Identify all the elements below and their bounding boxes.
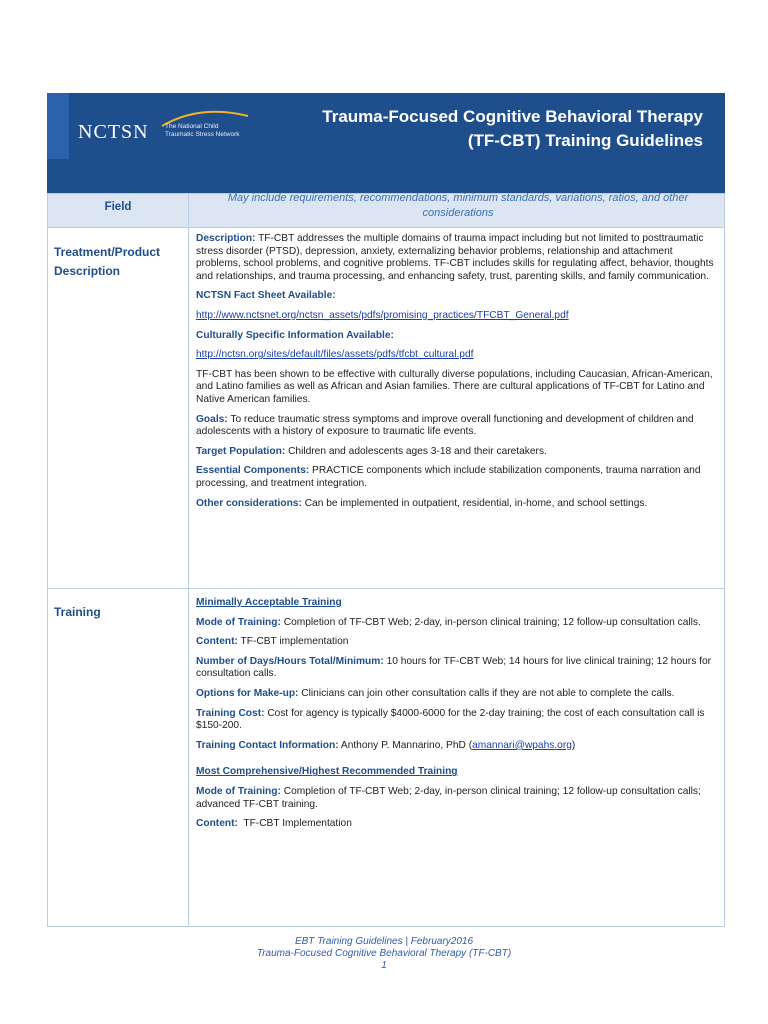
description-text: TF-CBT addresses the multiple domains of trauma impact including but not limited to posttraumatic stress disorder (PTSD), depression, anxiety, externalizing behavior problems, relationship and attachment problems, school problems, and cognitive problems. TF-CBT includes skills for regulating affect, behavior, thoughts and relationships, and trauma processing, and enhancing safety, trust, parenting skills, and family communication.: [196, 233, 714, 282]
comp-content-text: TF-CBT Implementation: [237, 818, 352, 830]
min-training-heading: [196, 597, 720, 610]
comp-training-heading: [196, 766, 720, 779]
title-line2: (TF-CBT) Training Guidelines: [467, 131, 703, 150]
other-paragraph: [196, 498, 720, 511]
essential-text: PRACTICE components which include stabilization components, trauma narration and processing, and treatment integration.: [196, 465, 701, 489]
contact-key: Training Contact Information:: [196, 739, 339, 751]
content-text: TF-CBT implementation: [237, 636, 349, 648]
contact-text: Anthony P. Mannarino, PhD (: [338, 739, 473, 751]
column-divider: [188, 194, 189, 926]
cost-text: Cost for agency is typically $4000-6000 for the 2-day training; the cost of each consultation call is $150-200.: [196, 707, 705, 732]
min-training-heading-text: Minimally Acceptable Training: [196, 597, 342, 608]
training-cell: [196, 597, 720, 838]
makeup-text: Clinicians can join other consultation calls if they are not able to complete the calls.: [298, 687, 675, 699]
goals-text: To reduce traumatic stress symptoms and improve overall functioning and development of children and adolescents with a history of exposure to traumatic life events.: [196, 413, 694, 438]
cost-key: Training Cost:: [196, 707, 265, 719]
cultural-link[interactable]: http://nctsn.org/sites/default/files/assets/pdfs/tfcbt_cultural.pdf: [196, 349, 474, 361]
mode-key: Mode of Training:: [196, 616, 281, 628]
makeup-key: Options for Make-up:: [196, 687, 299, 699]
logo-subtitle: [165, 123, 265, 139]
footer-line1: EBT Training Guidelines | February2016: [294, 936, 474, 947]
field-column-header: Field: [104, 201, 132, 213]
page-footer: [0, 936, 768, 972]
row-divider: [48, 588, 724, 589]
description-column-header: May include requirements, recommendations, minimum standards, variations, ratios, and other considerations: [227, 192, 689, 219]
cost-paragraph: [196, 708, 720, 733]
page-number: 1: [381, 960, 387, 971]
cultural-key: Culturally Specific Information Available:: [196, 329, 394, 341]
content-paragraph: [196, 636, 720, 649]
row-label-training: Training: [54, 605, 101, 619]
guidelines-table: [47, 193, 725, 927]
header-accent-stripe: [47, 93, 69, 159]
essential-key: Essential Components:: [196, 465, 310, 477]
treatment-description-cell: [196, 233, 720, 517]
target-paragraph: [196, 446, 720, 459]
contact-close: ): [571, 739, 576, 751]
description-key: Description:: [196, 233, 256, 244]
logo-subtitle-line1: The National Child: [165, 123, 219, 130]
cultural-link-paragraph: [196, 349, 720, 362]
comp-mode-paragraph: [196, 786, 720, 811]
goals-paragraph: [196, 414, 720, 439]
contact-paragraph: [196, 740, 720, 753]
description-paragraph: [196, 233, 720, 283]
makeup-paragraph: [196, 688, 720, 701]
hours-text: 10 hours for TF-CBT Web; 14 hours for live clinical training; 12 hours for consultation calls.: [196, 655, 712, 680]
contact-email-link[interactable]: amannari@wpahs.org: [472, 739, 572, 751]
hours-paragraph: [196, 656, 720, 681]
fact-sheet-link[interactable]: http://www.nctsnet.org/nctsn_assets/pdfs/promising_practices/TFCBT_General.pdf: [196, 309, 569, 321]
footer-line2: Trauma-Focused Cognitive Behavioral Therapy (TF-CBT): [256, 948, 512, 959]
logo-subtitle-line2: Traumatic Stress Network: [165, 131, 240, 138]
fact-sheet-link-paragraph: [196, 310, 720, 323]
mode-text: Completion of TF-CBT Web; 2-day, in-person clinical training; 12 follow-up consultation calls.: [280, 616, 701, 628]
target-key: Target Population:: [196, 445, 286, 457]
title-line1: Trauma-Focused Cognitive Behavioral Therapy: [322, 107, 703, 126]
page-title: [283, 105, 703, 153]
fact-sheet-heading: [196, 290, 720, 303]
comp-mode-text: Completion of TF-CBT Web; 2-day, in-person clinical training; 12 follow-up consultation calls; advanced TF-CBT training.: [196, 785, 701, 810]
row-divider: [48, 227, 724, 228]
essential-paragraph: [196, 465, 720, 490]
comp-content-key: Content:: [196, 818, 238, 830]
cultural-text: TF-CBT has been shown to be effective with culturally diverse populations, including Caucasian, African-American, and Latino families as well as African and Asian families. There are cultural applications of TF-CBT for Latino and Native American families.: [196, 368, 713, 405]
mode-paragraph: [196, 617, 720, 630]
comp-content-paragraph: [196, 818, 720, 831]
fact-sheet-key: NCTSN Fact Sheet Available:: [196, 290, 336, 302]
cultural-heading: [196, 330, 720, 343]
target-text: Children and adolescents ages 3-18 and their caretakers.: [285, 445, 547, 457]
row-label-treatment: Treatment/Product Description: [54, 245, 161, 278]
comp-mode-key: Mode of Training:: [196, 785, 281, 797]
hours-key: Number of Days/Hours Total/Minimum:: [196, 655, 384, 667]
goals-key: Goals:: [196, 413, 228, 425]
logo-wordmark: NCTSN: [78, 121, 149, 143]
comp-training-heading-text: Most Comprehensive/Highest Recommended Training: [196, 766, 458, 778]
content-key: Content:: [196, 636, 238, 648]
other-text: Can be implemented in outpatient, residential, in-home, and school settings.: [301, 497, 648, 509]
other-key: Other considerations:: [196, 497, 302, 509]
